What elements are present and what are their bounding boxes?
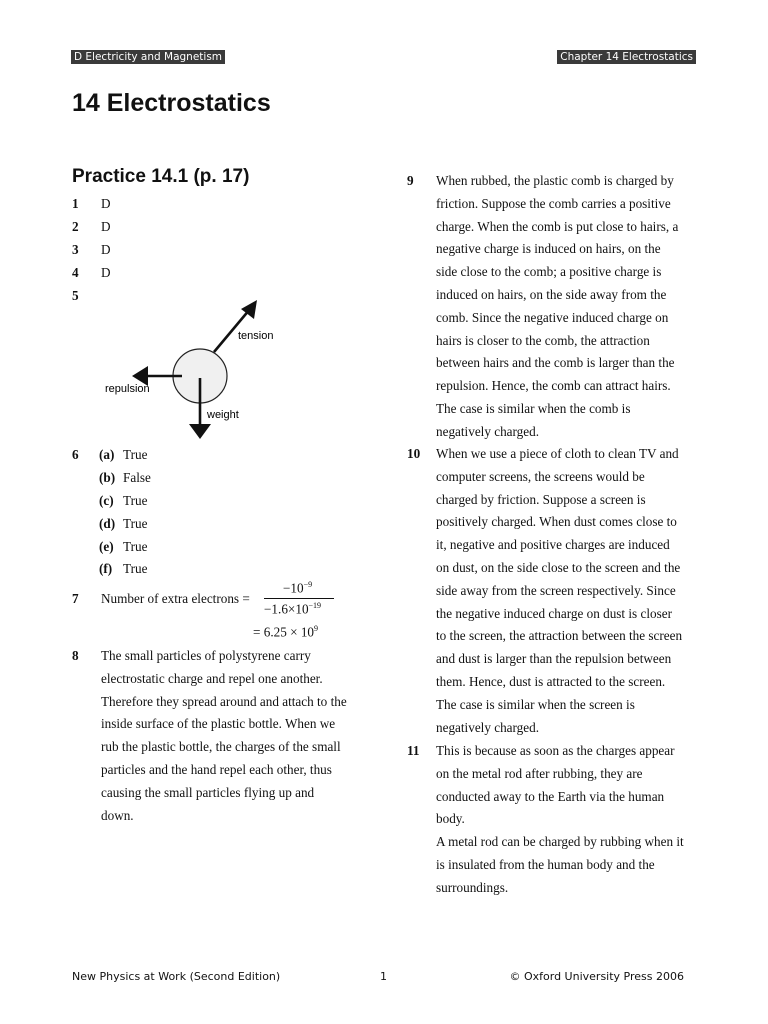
text-line: conducted away to the Earth via the human bbox=[436, 788, 665, 804]
text-line: body. bbox=[436, 811, 465, 827]
question-number: 8 bbox=[72, 648, 79, 663]
text-line: When we use a piece of cloth to clean TV and bbox=[436, 446, 679, 461]
answer-item bbox=[72, 261, 111, 284]
sub-label: (d) bbox=[99, 516, 116, 531]
result-prefix: = 6.25 × 10 bbox=[253, 624, 315, 640]
text-line: A metal rod can be charged by rubbing when it bbox=[436, 834, 684, 850]
tension-label: tension bbox=[238, 330, 274, 342]
text-line: side close to the comb; a positive charge is bbox=[436, 264, 662, 280]
sub-label: (b) bbox=[99, 470, 116, 485]
answer-text: D bbox=[101, 265, 111, 280]
text-line: Therefore they spread around and attach to the bbox=[101, 693, 347, 709]
sub-answer-text: True bbox=[123, 539, 148, 554]
text-line: causing the small particles flying up and bbox=[101, 784, 315, 800]
text-line: on the metal rod after rubbing, they are bbox=[436, 765, 643, 781]
sub-answer bbox=[99, 535, 147, 558]
question-number: 11 bbox=[407, 743, 420, 758]
text-line: This is because as soon as the charges appear bbox=[436, 743, 675, 758]
denominator-exponent: −19 bbox=[308, 601, 322, 610]
chapter-title: 14 Electrostatics bbox=[72, 89, 271, 117]
text-line: on dust, on the side close to the screen and the bbox=[436, 559, 681, 575]
question-number: 2 bbox=[72, 219, 79, 234]
text-line: particles and the hand repel each other, thus bbox=[101, 761, 332, 777]
numerator-exponent: −9 bbox=[303, 580, 313, 589]
sub-answer-text: True bbox=[123, 493, 148, 508]
fraction-denominator bbox=[264, 601, 321, 617]
text-line: friction. Suppose the comb carries a positive bbox=[436, 195, 671, 211]
text-line: rub the plastic bottle, the charges of the small bbox=[101, 739, 341, 755]
sub-label: (f) bbox=[99, 561, 113, 576]
text-line: to the screen, the attraction between the screen bbox=[436, 628, 683, 644]
fraction-numerator bbox=[283, 580, 312, 596]
answer-item bbox=[72, 215, 111, 238]
denominator-base: −1.6×10 bbox=[264, 601, 309, 617]
text-line: negatively charged. bbox=[436, 423, 540, 439]
header-right: Chapter 14 Electrostatics bbox=[557, 50, 696, 64]
repulsion-label: repulsion bbox=[105, 383, 150, 395]
text-line: The small particles of polystyrene carry bbox=[101, 648, 311, 663]
header-left: D Electricity and Magnetism bbox=[71, 50, 225, 64]
text-line: The case is similar when the comb is bbox=[436, 400, 631, 416]
numerator-base: −10 bbox=[283, 580, 304, 596]
text-line: them. Hence, dust is attracted to the screen. bbox=[436, 673, 666, 689]
text-line: positively charged. When dust comes close to bbox=[436, 514, 677, 530]
text-line: induced on hairs, on the side away from the bbox=[436, 286, 667, 302]
footer-right: © Oxford University Press 2006 bbox=[509, 970, 684, 983]
answer-paragraph bbox=[101, 645, 381, 827]
sub-answer-text: True bbox=[123, 447, 148, 462]
sub-label: (a) bbox=[99, 447, 115, 462]
sub-label: (e) bbox=[99, 539, 114, 554]
sub-answer bbox=[99, 512, 147, 535]
question-number: 5 bbox=[72, 288, 79, 303]
answer-paragraph bbox=[436, 170, 716, 444]
fraction-bar bbox=[264, 598, 334, 599]
equation-lhs: Number of extra electrons = bbox=[101, 591, 250, 606]
answer-item bbox=[72, 284, 101, 307]
question-number: 9 bbox=[407, 173, 414, 188]
text-line: and dust is larger than the repulsion between bbox=[436, 651, 672, 667]
sub-answer bbox=[99, 557, 147, 580]
text-line: inside surface of the plastic bottle. When we bbox=[101, 716, 336, 732]
question-number: 10 bbox=[407, 446, 421, 461]
sub-answer bbox=[99, 443, 147, 466]
answer-text: D bbox=[101, 219, 111, 234]
question-number: 7 bbox=[72, 591, 79, 606]
page-number: 1 bbox=[380, 970, 387, 983]
footer-left: New Physics at Work (Second Edition) bbox=[72, 970, 281, 983]
sub-label: (c) bbox=[99, 493, 114, 508]
text-line: between hairs and the comb is larger than the bbox=[436, 355, 675, 371]
answer-item bbox=[72, 238, 111, 261]
weight-label: weight bbox=[207, 409, 239, 421]
answer-paragraph bbox=[436, 443, 716, 739]
text-line: comb. Since the negative induced charge on bbox=[436, 309, 669, 325]
text-line: negative charge is induced on hairs, on the bbox=[436, 241, 661, 257]
text-line: repulsion. Hence, the comb can attract hairs. bbox=[436, 378, 671, 394]
sub-answer-text: False bbox=[123, 470, 151, 485]
question-number: 3 bbox=[72, 242, 79, 257]
force-diagram bbox=[100, 295, 300, 445]
answer-text: D bbox=[101, 242, 111, 257]
text-line: The case is similar when the screen is bbox=[436, 696, 635, 712]
text-line: computer screens, the screens would be bbox=[436, 468, 645, 484]
sub-answer-text: True bbox=[123, 516, 148, 531]
equation-result bbox=[253, 624, 318, 640]
text-line: hairs is closer to the comb, the attraction bbox=[436, 332, 650, 348]
question-number: 6 bbox=[72, 447, 79, 462]
text-line: surroundings. bbox=[436, 879, 509, 895]
answer-text: D bbox=[101, 196, 111, 211]
question-number: 4 bbox=[72, 265, 79, 280]
text-line: When rubbed, the plastic comb is charged by bbox=[436, 173, 674, 188]
text-line: is insulated from the human body and the bbox=[436, 856, 655, 872]
sub-answer bbox=[99, 466, 151, 489]
answer-item bbox=[72, 443, 101, 466]
text-line: charge. When the comb is put close to hairs, a bbox=[436, 218, 679, 234]
question-number: 1 bbox=[72, 196, 79, 211]
text-line: down. bbox=[101, 807, 134, 823]
text-line: charged by friction. Suppose a screen is bbox=[436, 491, 646, 507]
text-line: it, negative and positive charges are induced bbox=[436, 537, 670, 553]
text-line: side away from the screen respectively. Since bbox=[436, 582, 676, 598]
text-line: negatively charged. bbox=[436, 719, 540, 735]
answer-paragraph bbox=[436, 740, 716, 900]
answer-item bbox=[72, 192, 111, 215]
section-title: Practice 14.1 (p. 17) bbox=[72, 166, 250, 187]
result-exponent: 9 bbox=[314, 624, 319, 633]
sub-answer bbox=[99, 489, 147, 512]
text-line: electrostatic charge and repel one another. bbox=[101, 670, 323, 686]
text-line: the negative induced charge on dust is closer bbox=[436, 605, 672, 621]
weight-arrow-head bbox=[189, 424, 211, 439]
sub-answer-text: True bbox=[123, 561, 148, 576]
